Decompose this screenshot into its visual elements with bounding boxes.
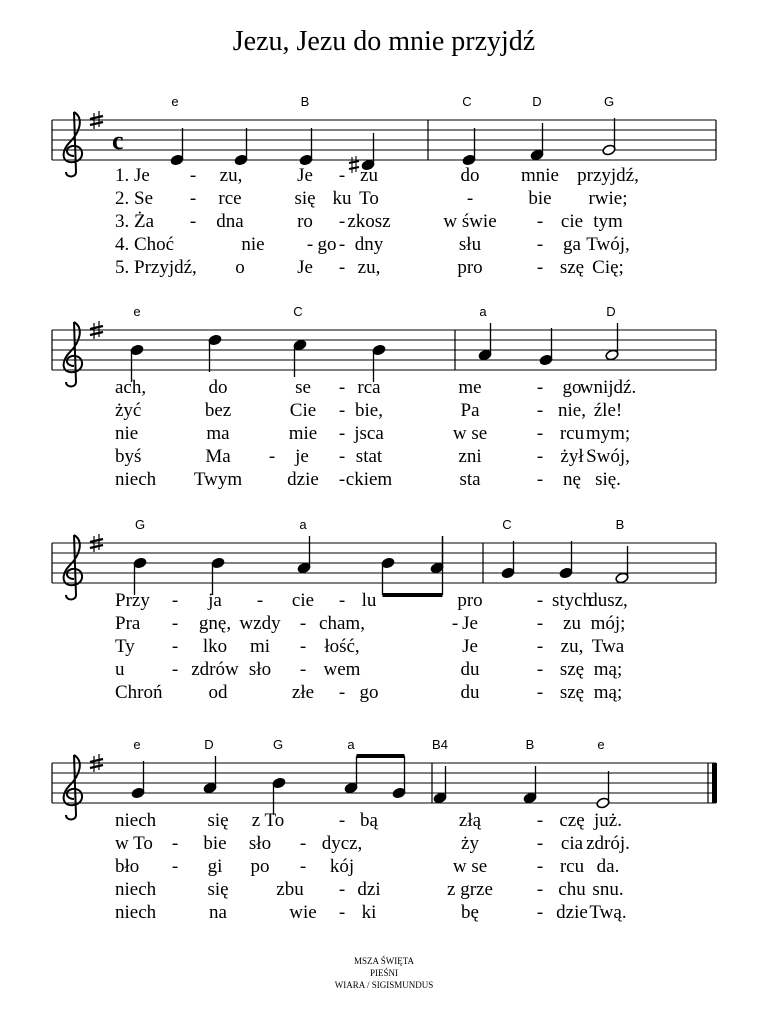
chord-symbol: B <box>300 94 310 109</box>
lyric-syllable: cham, <box>319 613 365 634</box>
chord-symbol: a <box>479 304 487 319</box>
lyric-syllable: Chroń <box>115 682 163 703</box>
sharp-icon <box>90 116 103 119</box>
lyric-syllable: - <box>536 377 544 398</box>
lyric-syllable: bie, <box>355 400 383 421</box>
lyric-syllable: nie <box>241 234 265 255</box>
lyric-syllable: mnie <box>521 165 559 186</box>
lyric-syllable: źle! <box>593 400 623 421</box>
lyric-syllable: gi <box>207 856 223 877</box>
sharp-icon <box>90 545 103 548</box>
lyric-syllable: z To <box>251 810 285 831</box>
chord-symbol: C <box>462 94 472 109</box>
lyric-syllable: w se <box>452 856 488 877</box>
chord-symbol: G <box>272 737 284 752</box>
lyric-syllable: stych <box>551 590 593 611</box>
lyric-syllable: ży <box>461 833 479 854</box>
lyric-syllable: Je <box>462 636 478 657</box>
lyric-syllable: mój; <box>590 613 626 634</box>
lyric-syllable: Przy <box>115 590 150 611</box>
lyric-syllable: sta <box>459 469 481 490</box>
chord-symbol: a <box>347 737 355 752</box>
lyric-syllable: żyć <box>115 400 142 421</box>
lyric-syllable: - <box>299 833 307 854</box>
lyric-syllable: się. <box>595 469 621 490</box>
lyric-syllable: bło <box>115 856 140 877</box>
lyric-syllable: ro <box>297 211 313 232</box>
lyric-syllable: rwie; <box>588 188 628 209</box>
lyric-syllable: złe <box>291 682 315 703</box>
lyric-syllable: do <box>208 377 228 398</box>
lyric-syllable: mie <box>288 423 318 444</box>
lyric-syllable: - <box>536 833 544 854</box>
lyric-syllable: przyjdź, <box>577 165 639 186</box>
lyric-syllable: - <box>299 856 307 877</box>
lyric-syllable: ma <box>206 423 230 444</box>
lyric-syllable: sło <box>248 833 272 854</box>
lyric-syllable: Je <box>297 165 313 186</box>
lyric-syllable: 1. Je <box>115 165 150 186</box>
lyric-syllable: do <box>460 165 480 186</box>
lyric-syllable: - <box>536 211 544 232</box>
lyric-syllable: - <box>299 659 307 680</box>
lyric-syllable: go <box>359 682 379 703</box>
chord-symbol: D <box>606 304 616 319</box>
lyric-syllable: rcu <box>559 856 585 877</box>
lyric-syllable: po <box>250 856 270 877</box>
lyric-syllable: Ty <box>115 636 135 657</box>
chord-symbol: G <box>603 94 615 109</box>
sharp-icon <box>90 332 103 335</box>
lyric-syllable: w se <box>452 423 488 444</box>
lyric-syllable: - <box>171 636 179 657</box>
lyric-syllable: wem <box>323 659 361 680</box>
lyric-syllable: cie <box>560 211 584 232</box>
lyric-syllable: - <box>338 469 346 490</box>
lyric-syllable: cia <box>560 833 584 854</box>
lyric-syllable: zu <box>360 165 378 186</box>
lyric-syllable: 2. Se <box>115 188 153 209</box>
lyric-syllable: dzie <box>556 902 588 923</box>
chord-symbol: D <box>204 737 214 752</box>
lyric-syllable: - <box>536 446 544 467</box>
lyric-syllable: - <box>338 446 346 467</box>
lyric-syllable: łość, <box>324 636 360 657</box>
lyric-syllable: pro <box>457 590 483 611</box>
lyric-syllable: zdrój. <box>586 833 630 854</box>
lyric-syllable: - <box>338 377 346 398</box>
lyric-syllable: du <box>460 659 480 680</box>
lyric-syllable: Pra <box>115 613 141 634</box>
lyric-syllable: - <box>536 902 544 923</box>
lyric-syllable: - <box>536 423 544 444</box>
lyric-syllable: mą; <box>593 682 623 703</box>
lyric-syllable: o <box>235 257 245 278</box>
lyric-syllable: Pa <box>460 400 480 421</box>
sharp-icon <box>90 765 103 768</box>
footer-line-songs: PIEŚNI <box>369 968 398 978</box>
lyric-syllable: byś <box>115 446 142 467</box>
chord-symbol: e <box>171 94 179 109</box>
footer-line-source: WIARA / SIGISMUNDUS <box>334 980 434 990</box>
lyric-syllable: - <box>171 659 179 680</box>
chord-symbol: e <box>133 304 141 319</box>
lyric-syllable: - <box>171 613 179 634</box>
lyric-syllable: cie <box>291 590 315 611</box>
lyric-syllable: lko <box>202 636 228 657</box>
lyric-syllable: gnę, <box>198 613 232 634</box>
lyric-syllable: zbu <box>276 879 304 900</box>
final-barline-thick <box>712 763 717 803</box>
lyric-syllable: nę <box>563 469 581 490</box>
chord-symbol: e <box>597 737 605 752</box>
lyric-syllable: słu <box>458 234 482 255</box>
lyric-syllable: dzie <box>287 469 319 490</box>
lyric-syllable: niech <box>115 810 157 831</box>
song-title: Jezu, Jezu do mnie przyjdź <box>232 26 536 57</box>
lyric-syllable: - <box>536 469 544 490</box>
lyric-syllable: w świe <box>443 211 497 232</box>
lyric-syllable: Ma <box>205 446 231 467</box>
lyric-syllable: nie <box>115 423 139 444</box>
lyric-syllable: - <box>338 400 346 421</box>
chord-symbol: C <box>293 304 303 319</box>
lyric-syllable: niech <box>115 879 157 900</box>
lyric-syllable: Twa <box>591 636 625 657</box>
lyric-syllable: nie, <box>558 400 586 421</box>
chord-symbol: e <box>133 737 141 752</box>
lyric-syllable: lu <box>361 590 377 611</box>
chord-symbol: B4 <box>432 737 448 752</box>
lyric-syllable: Je <box>297 257 313 278</box>
footer-line-mass: MSZA ŚWIĘTA <box>353 956 415 966</box>
lyric-syllable: - <box>536 682 544 703</box>
chord-symbol: C <box>502 517 512 532</box>
chord-symbol: G <box>134 517 146 532</box>
lyric-syllable: dzi <box>357 879 381 900</box>
lyric-syllable: wie <box>289 902 317 923</box>
lyric-syllable: - <box>338 879 346 900</box>
chord-symbol: D <box>532 94 542 109</box>
lyric-syllable: sło <box>248 659 272 680</box>
lyric-syllable: Cie <box>289 400 317 421</box>
lyric-syllable: w To <box>115 833 153 854</box>
lyric-syllable: - <box>338 682 346 703</box>
lyric-syllable: 3. Ża <box>115 211 155 232</box>
lyric-syllable: niech <box>115 902 157 923</box>
lyric-syllable: szę <box>559 659 585 680</box>
lyric-syllable: Twym <box>193 469 243 490</box>
chord-symbol: B <box>615 517 625 532</box>
lyric-syllable: kój <box>329 856 355 877</box>
lyric-syllable: - <box>338 234 346 255</box>
lyric-syllable: - <box>256 590 264 611</box>
lyric-syllable: - <box>536 590 544 611</box>
lyric-syllable: - <box>536 234 544 255</box>
lyric-syllable: zu <box>563 613 581 634</box>
sharp-icon <box>90 122 103 125</box>
lyric-syllable: zu, <box>357 257 381 278</box>
lyric-syllable: niech <box>115 469 157 490</box>
lyric-syllable: ckiem <box>345 469 393 490</box>
lyric-syllable: - <box>338 257 346 278</box>
lyric-syllable: - <box>268 446 276 467</box>
lyric-syllable: bie <box>528 188 552 209</box>
lyric-syllable: bie <box>203 833 227 854</box>
lyric-syllable: - <box>189 211 197 232</box>
lyric-syllable: - <box>338 165 346 186</box>
lyric-syllable: rca <box>357 377 381 398</box>
lyric-syllable: dna <box>216 211 244 232</box>
sharp-icon <box>90 326 103 329</box>
lyric-syllable: mi <box>249 636 271 657</box>
treble-clef-icon <box>64 535 82 600</box>
lyric-syllable: mym; <box>585 423 631 444</box>
lyric-syllable: - <box>299 636 307 657</box>
lyric-syllable: tym <box>593 211 623 232</box>
sharp-icon <box>90 539 103 542</box>
lyric-syllable: dny <box>354 234 384 255</box>
lyric-syllable: wnijdź. <box>579 377 637 398</box>
lyric-syllable: me <box>458 377 482 398</box>
lyric-syllable: mą; <box>593 659 623 680</box>
lyric-syllable: 4. Choć <box>115 234 175 255</box>
lyric-syllable: go <box>317 234 337 255</box>
lyric-syllable: jsca <box>354 423 384 444</box>
treble-clef-icon <box>64 322 82 387</box>
lyric-syllable: od <box>208 682 228 703</box>
chord-symbol: B <box>525 737 535 752</box>
lyric-syllable: rcu <box>559 423 585 444</box>
lyric-syllable: - <box>171 590 179 611</box>
lyric-syllable: - <box>451 613 459 634</box>
lyric-syllable: - <box>466 188 474 209</box>
lyric-syllable: - <box>306 234 314 255</box>
lyric-syllable: Je <box>462 613 478 634</box>
lyric-syllable: bez <box>204 400 232 421</box>
lyric-syllable: - <box>536 636 544 657</box>
sharp-icon <box>349 167 359 169</box>
lyric-syllable: Swój, <box>586 446 630 467</box>
lyric-syllable: - <box>338 902 346 923</box>
lyric-syllable: zdrów <box>191 659 239 680</box>
lyric-syllable: wzdy <box>239 613 281 634</box>
lyric-syllable: Twój, <box>586 234 630 255</box>
lyric-syllable: się <box>207 879 229 900</box>
lyric-syllable: da. <box>596 856 620 877</box>
lyric-syllable: - <box>189 165 197 186</box>
lyric-syllable: ki <box>361 902 377 923</box>
lyric-syllable: se <box>295 377 311 398</box>
lyric-syllable: - <box>338 810 346 831</box>
lyric-syllable: zu, <box>219 165 243 186</box>
lyric-syllable: dycz, <box>321 833 363 854</box>
lyric-syllable: Cię; <box>592 257 624 278</box>
lyric-syllable: go <box>562 377 582 398</box>
lyric-syllable: chu <box>558 879 586 900</box>
lyric-syllable: dusz, <box>588 590 628 611</box>
lyric-syllable: czę <box>559 810 585 831</box>
lyric-syllable: - <box>536 659 544 680</box>
lyric-syllable: - <box>536 879 544 900</box>
lyric-syllable: stat <box>355 446 383 467</box>
lyric-syllable: snu. <box>592 879 624 900</box>
lyric-syllable: bą <box>360 810 378 831</box>
lyric-syllable: - <box>536 810 544 831</box>
lyric-syllable: - <box>189 188 197 209</box>
lyric-syllable: - <box>338 423 346 444</box>
lyric-syllable: się <box>294 188 316 209</box>
lyric-syllable: - <box>536 613 544 634</box>
lyric-syllable: na <box>209 902 227 923</box>
lyric-syllable: du <box>460 682 480 703</box>
lyric-syllable: 5. Przyjdź, <box>115 257 197 278</box>
lyric-syllable: - <box>299 613 307 634</box>
lyric-syllable: złą <box>458 810 482 831</box>
lyric-syllable: szę <box>559 682 585 703</box>
lyric-syllable: - <box>171 833 179 854</box>
treble-clef-icon <box>64 755 82 820</box>
sharp-icon <box>90 759 103 762</box>
lyric-syllable: - <box>338 590 346 611</box>
lyric-syllable: zni <box>458 446 482 467</box>
lyric-syllable: ja <box>208 590 222 611</box>
lyric-syllable: zkosz <box>347 211 391 232</box>
lyric-syllable: ku <box>332 188 352 209</box>
time-signature: c <box>112 126 124 155</box>
treble-clef-icon <box>64 112 82 177</box>
lyric-syllable: ga <box>563 234 581 255</box>
lyric-syllable: już. <box>594 810 622 831</box>
lyric-syllable: To <box>359 188 379 209</box>
lyric-syllable: szę <box>559 257 585 278</box>
lyric-syllable: - <box>536 257 544 278</box>
chord-symbol: a <box>299 517 307 532</box>
footer <box>0 955 768 991</box>
lyric-syllable: żył <box>560 446 584 467</box>
lyric-syllable: - <box>536 856 544 877</box>
lyric-syllable: - <box>536 400 544 421</box>
lyric-syllable: zu, <box>560 636 584 657</box>
lyric-syllable: Twą. <box>589 902 627 923</box>
sharp-icon <box>349 161 359 163</box>
lyric-syllable: je <box>295 446 309 467</box>
lyric-syllable: bę <box>461 902 479 923</box>
lyric-syllable: - <box>171 856 179 877</box>
lyric-syllable: - <box>338 211 346 232</box>
lyric-syllable: pro <box>457 257 483 278</box>
lyric-syllable: z grze <box>447 879 493 900</box>
lyric-syllable: się <box>207 810 229 831</box>
lyric-syllable: rce <box>218 188 242 209</box>
lyric-syllable: ach, <box>115 377 147 398</box>
lyric-syllable: u <box>115 659 125 680</box>
